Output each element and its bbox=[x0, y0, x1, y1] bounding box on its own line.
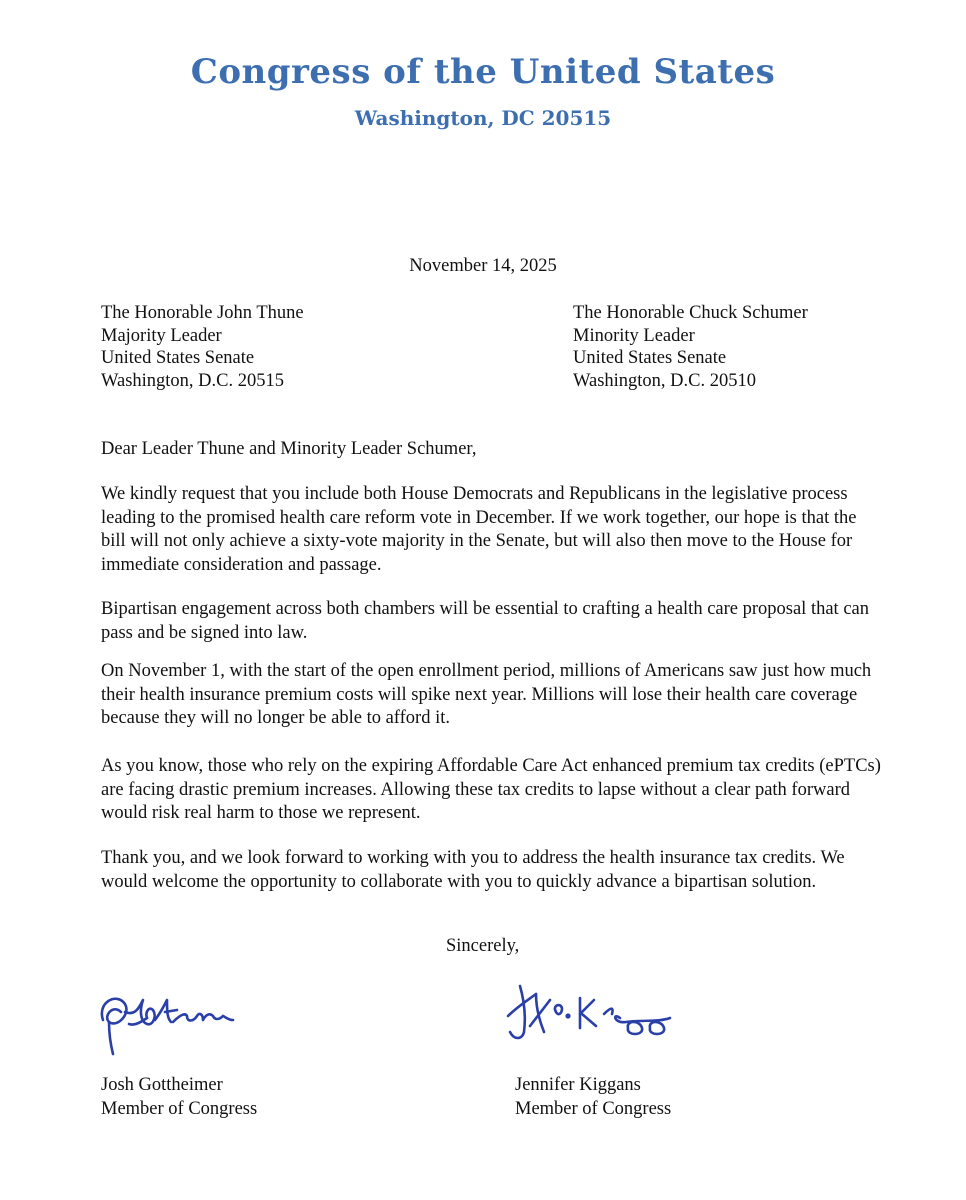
signer-name: Jennifer Kiggans bbox=[515, 1075, 641, 1095]
recipient-thune bbox=[101, 302, 304, 392]
paragraph-2: Bipartisan engagement across both chambers will be essential to crafting a health care proposal that can pass and be signed into law. bbox=[101, 599, 869, 643]
letter-date: November 14, 2025 bbox=[409, 256, 557, 276]
recipient-name: The Honorable John Thune bbox=[101, 303, 304, 323]
signer-title: Member of Congress bbox=[101, 1099, 258, 1119]
letterhead-address: Washington, DC 20515 bbox=[354, 106, 612, 130]
closing: Sincerely, bbox=[446, 936, 520, 956]
recipient-schumer bbox=[573, 302, 808, 392]
signer-gottheimer bbox=[101, 1073, 257, 1121]
salutation: Dear Leader Thune and Minority Leader Schumer, bbox=[101, 439, 477, 459]
recipient-title: Majority Leader bbox=[101, 325, 222, 346]
paragraph-3: On November 1, with the start of the open enrollment period, millions of Americans saw just how much their health insurance premium costs will spike next year. Millions will lose their health care coverage because they will no longer be able to afford it. bbox=[101, 661, 872, 728]
recipient-org: United States Senate bbox=[101, 348, 255, 368]
signature-gottheimer bbox=[95, 982, 240, 1062]
signer-title: Member of Congress bbox=[515, 1099, 672, 1119]
recipient-address: Washington, D.C. 20510 bbox=[573, 370, 756, 391]
paragraph-4: As you know, those who rely on the expiring Affordable Care Act enhanced premium tax credits (ePTCs) are facing drastic premium increases. Allowing these tax credits to lapse without a clear path forward would risk real harm to those we represent. bbox=[101, 756, 881, 823]
recipient-org: United States Senate bbox=[573, 348, 727, 368]
signature-kiggans bbox=[500, 976, 680, 1046]
signer-kiggans bbox=[515, 1073, 671, 1121]
recipient-title: Minority Leader bbox=[573, 325, 695, 346]
paragraph-5: Thank you, and we look forward to working with you to address the health insurance tax credits. We would welcome the opportunity to collaborate with you to quickly advance a bipartisan solution. bbox=[101, 848, 845, 892]
recipient-name: The Honorable Chuck Schumer bbox=[573, 303, 808, 323]
letterhead-title: Congress of the United States bbox=[190, 52, 776, 92]
paragraph-1: We kindly request that you include both House Democrats and Republicans in the legislative process leading to the promised health care reform vote in December. If we work together, our hope is that the bill will not only achieve a sixty-vote majority in the Senate, but will also then move to the House for immediate consideration and passage. bbox=[101, 484, 857, 575]
recipient-address: Washington, D.C. 20515 bbox=[101, 370, 284, 391]
signer-name: Josh Gottheimer bbox=[101, 1075, 223, 1095]
